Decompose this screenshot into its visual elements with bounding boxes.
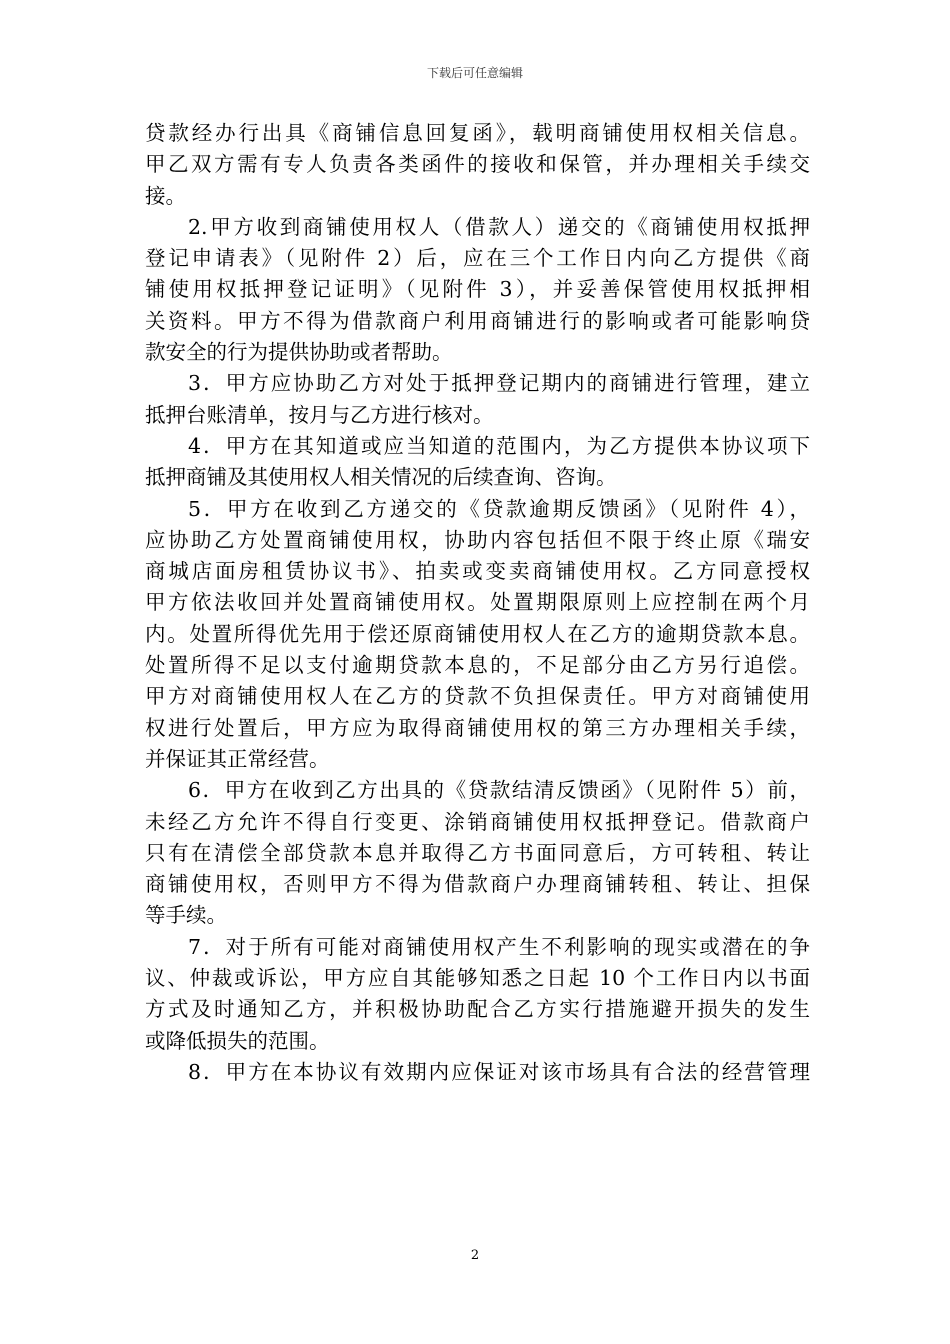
page-header: 下载后可任意编辑 [426,66,523,80]
page-number: 2 [470,1248,480,1263]
text-line: 只有在清偿全部贷款本息并取得乙方书面同意后，方可转租、转让 [145,840,810,865]
text-line: 登记申请表》（见附件 2）后，应在三个工作日内向乙方提供《商 [145,246,810,271]
text-line: 8．甲方在本协议有效期内应保证对该市场具有合法的经营管理 [188,1059,810,1084]
text-line: 3．甲方应协助乙方对处于抵押登记期内的商铺进行管理，建立 [188,371,810,396]
text-line: 抵押商铺及其使用权人相关情况的后续查询、咨询。 [145,465,617,490]
text-line: 款安全的行为提供协助或者帮助。 [145,340,453,365]
text-line: 应协助乙方处置商铺使用权，协助内容包括但不限于终止原《瑞安 [145,527,810,552]
text-line: 2.甲方收到商铺使用权人（借款人）递交的《商铺使用权抵押 [188,214,810,239]
text-line: 议、仲裁或诉讼，甲方应自其能够知悉之日起 10 个工作日内以书面 [145,966,810,991]
text-line: 或降低损失的范围。 [145,1028,330,1053]
text-line: 甲方对商铺使用权人在乙方的贷款不负担保责任。甲方对商铺使用 [145,684,810,709]
text-line: 并保证其正常经营。 [145,746,330,771]
text-line: 甲方依法收回并处置商铺使用权。处置期限原则上应控制在两个月 [145,590,810,615]
text-line: 商城店面房租赁协议书》、拍卖或变卖商铺使用权。乙方同意授权 [145,559,810,584]
text-line: 甲乙双方需有专人负责各类函件的接收和保管，并办理相关手续交 [145,152,810,177]
text-line: 抵押台账清单，按月与乙方进行核对。 [145,402,494,427]
text-line: 权进行处置后，甲方应为取得商铺使用权的第三方办理相关手续， [145,715,810,740]
text-line: 7．对于所有可能对商铺使用权产生不利影响的现实或潜在的争 [188,934,810,959]
text-line: 接。 [145,183,186,208]
text-line: 商铺使用权，否则甲方不得为借款商户办理商铺转租、转让、担保 [145,872,810,897]
text-line: 未经乙方允许不得自行变更、涂销商铺使用权抵押登记。借款商户 [145,809,810,834]
text-line: 等手续。 [145,903,227,928]
text-line: 4．甲方在其知道或应当知道的范围内，为乙方提供本协议项下 [188,433,810,458]
text-line: 方式及时通知乙方，并积极协助配合乙方实行措施避开损失的发生 [145,997,810,1022]
text-line: 铺使用权抵押登记证明》（见附件 3），并妥善保管使用权抵押相 [145,277,810,302]
text-line: 关资料。甲方不得为借款商户利用商铺进行的影响或者可能影响贷 [145,308,810,333]
text-line: 处置所得不足以支付逾期贷款本息的，不足部分由乙方另行追偿。 [145,653,810,678]
text-line: 6．甲方在收到乙方出具的《贷款结清反馈函》（见附件 5）前， [188,778,810,803]
text-line: 贷款经办行出具《商铺信息回复函》，载明商铺使用权相关信息。 [145,121,810,145]
text-line: 5．甲方在收到乙方递交的《贷款逾期反馈函》（见附件 4）， [188,496,810,521]
document-body [145,118,810,1088]
text-line: 内。处置所得优先用于偿还原商铺使用权人在乙方的逾期贷款本息。 [145,621,810,646]
